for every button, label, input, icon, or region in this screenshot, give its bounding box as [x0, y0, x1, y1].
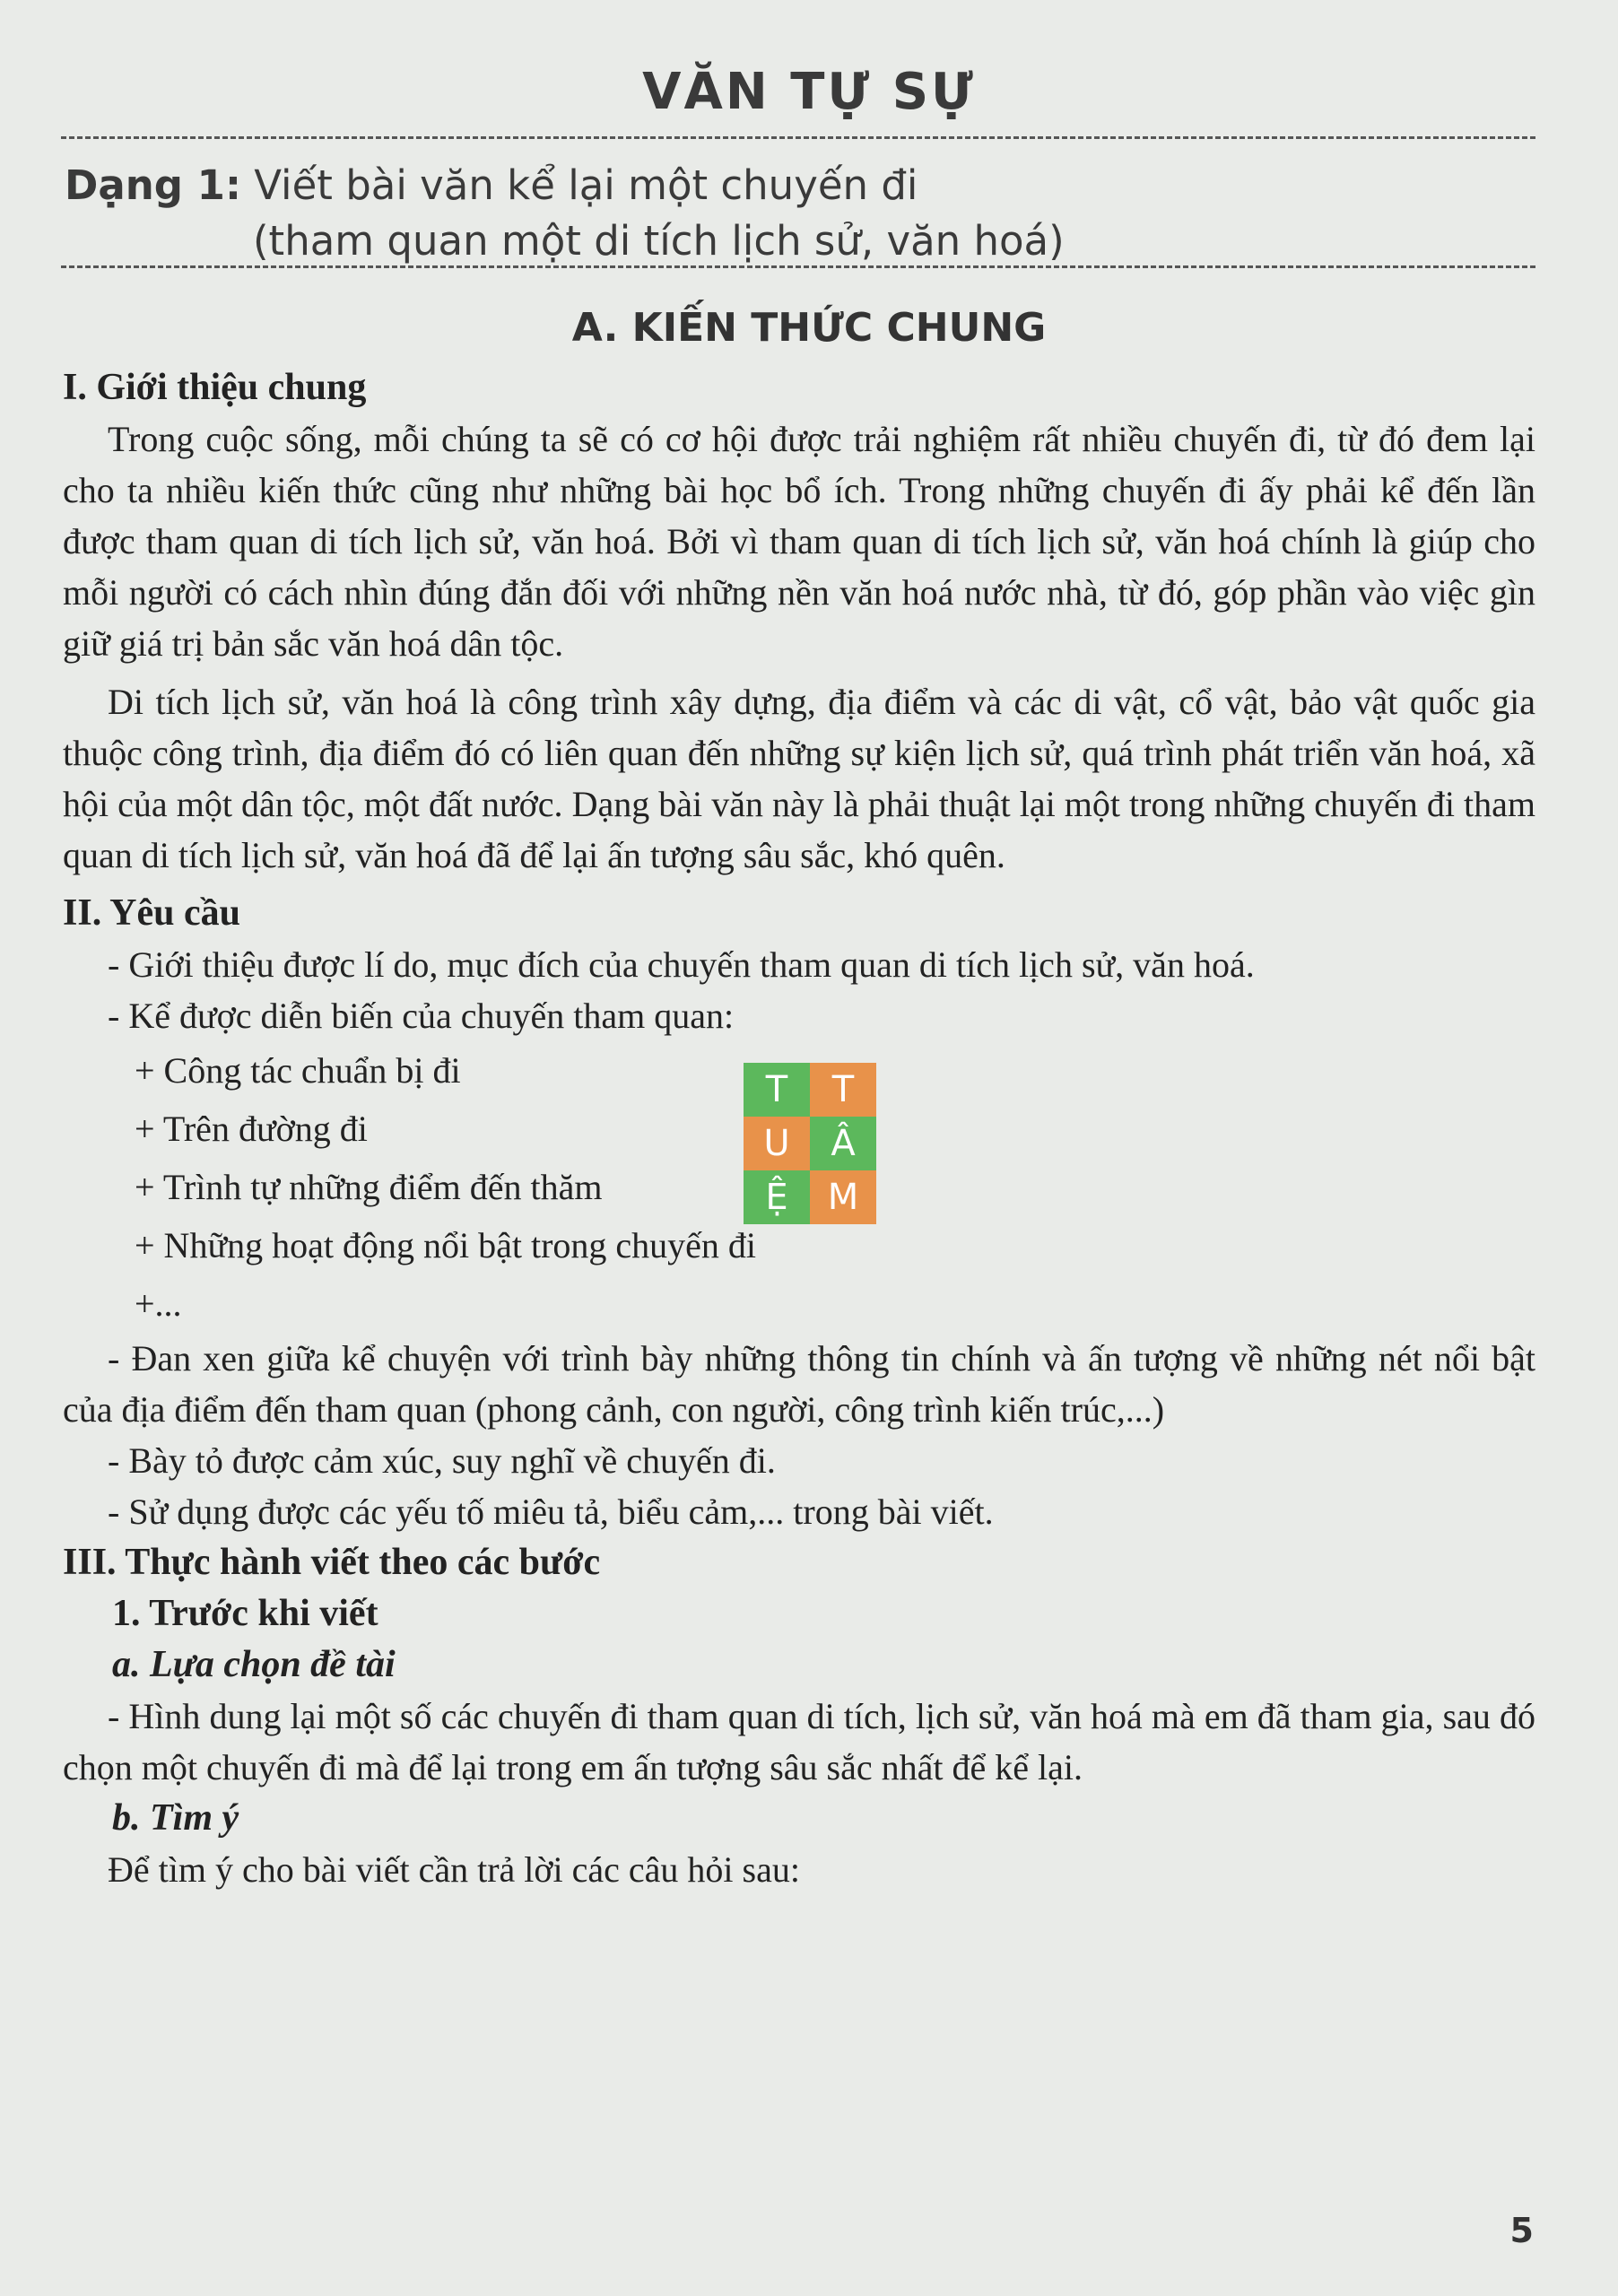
section-heading: A. KIẾN THỨC CHUNG	[571, 305, 1047, 351]
part2-heading: II. Yêu cầu	[63, 892, 240, 934]
requirement-subitem: +...	[135, 1283, 182, 1324]
part1-paragraph-1: Trong cuộc sống, mỗi chúng ta sẽ có cơ hội được trải nghiệm rất nhiều chuyến đi, từ đó đem lại cho ta nhiều kiến thức cũng như những bài học bổ ích. Trong những chuyến đi ấy phải kể đến lần được tham quan di tích lịch sử, văn hoá. Bởi vì tham quan di tích lịch sử, văn hoá chính là giúp cho mỗi người có cách nhìn đúng đắn đối với những nền văn hoá nước nhà, từ đó, góp phần vào việc gìn giữ giá trị bản sắc văn hoá dân tộc.	[63, 419, 1535, 664]
watermark-cell: T	[810, 1063, 876, 1117]
part1-paragraph-2: Di tích lịch sử, văn hoá là công trình xây dựng, địa điểm và các di vật, cổ vật, bảo vật quốc gia thuộc công trình, địa điểm đó có liên quan đến những sự kiện lịch sử, quá trình phát triển văn hoá, xã hội của một dân tộc, một đất nước. Dạng bài văn này là phải thuật lại một trong những chuyến đi tham quan di tích lịch sử, văn hoá đã để lại ấn tượng sâu sắc, khó quên.	[63, 682, 1535, 875]
watermark-cell: T	[744, 1063, 810, 1117]
step1-heading: 1. Trước khi viết	[112, 1593, 378, 1634]
watermark-cell: Ệ	[744, 1170, 810, 1224]
topic-label: Dạng 1:	[65, 161, 241, 209]
part3-heading: III. Thực hành viết theo các bước	[63, 1542, 601, 1583]
part1-heading: I. Giới thiệu chung	[63, 367, 367, 408]
watermark-logo	[744, 1063, 876, 1278]
topic-line1: Viết bài văn kể lại một chuyến đi	[254, 161, 918, 209]
requirement-item: - Kể được diễn biến của chuyến tham quan:	[108, 996, 735, 1036]
topic-heading	[65, 158, 1065, 269]
requirement-item: - Giới thiệu được lí do, mục đích của chuyến tham quan di tích lịch sử, văn hoá.	[108, 944, 1255, 985]
watermark-cell: U	[744, 1117, 810, 1170]
requirement-subitem: + Trình tự những điểm đến thăm	[135, 1167, 603, 1207]
watermark-cell: M	[810, 1170, 876, 1224]
dashed-divider-top	[61, 136, 1535, 139]
requirement-subitem: + Công tác chuẩn bị đi	[135, 1050, 461, 1091]
watermark-cell: Â	[810, 1117, 876, 1170]
page-number: 5	[1509, 2211, 1534, 2250]
page-title: VĂN TỰ SỰ	[642, 63, 976, 121]
step-a-heading: a. Lựa chọn đề tài	[112, 1644, 396, 1685]
step-b-heading: b. Tìm ý	[112, 1797, 239, 1839]
requirement-subitem: + Trên đường đi	[135, 1109, 368, 1149]
topic-line2: (tham quan một di tích lịch sử, văn hoá)	[253, 217, 1065, 265]
step-b-text: Để tìm ý cho bài viết cần trả lời các câu hỏi sau:	[108, 1849, 800, 1890]
requirement-item: - Bày tỏ được cảm xúc, suy nghĩ về chuyến đi.	[108, 1440, 776, 1481]
requirement-item: - Sử dụng được các yếu tố miêu tả, biểu cảm,... trong bài viết.	[108, 1492, 994, 1532]
requirement-subitem: + Những hoạt động nổi bật trong chuyến đi	[135, 1225, 757, 1265]
step-a-text: - Hình dung lại một số các chuyến đi tham quan di tích, lịch sử, văn hoá mà em đã tham gia, sau đó chọn một chuyến đi mà để lại trong em ấn tượng sâu sắc nhất để kể lại.	[63, 1696, 1535, 1787]
requirement-item: - Đan xen giữa kể chuyện với trình bày những thông tin chính và ấn tượng về những nét nổi bật của địa điểm đến tham quan (phong cảnh, con người, công trình kiến trúc,...)	[63, 1338, 1535, 1430]
dashed-divider-bottom	[61, 265, 1535, 268]
